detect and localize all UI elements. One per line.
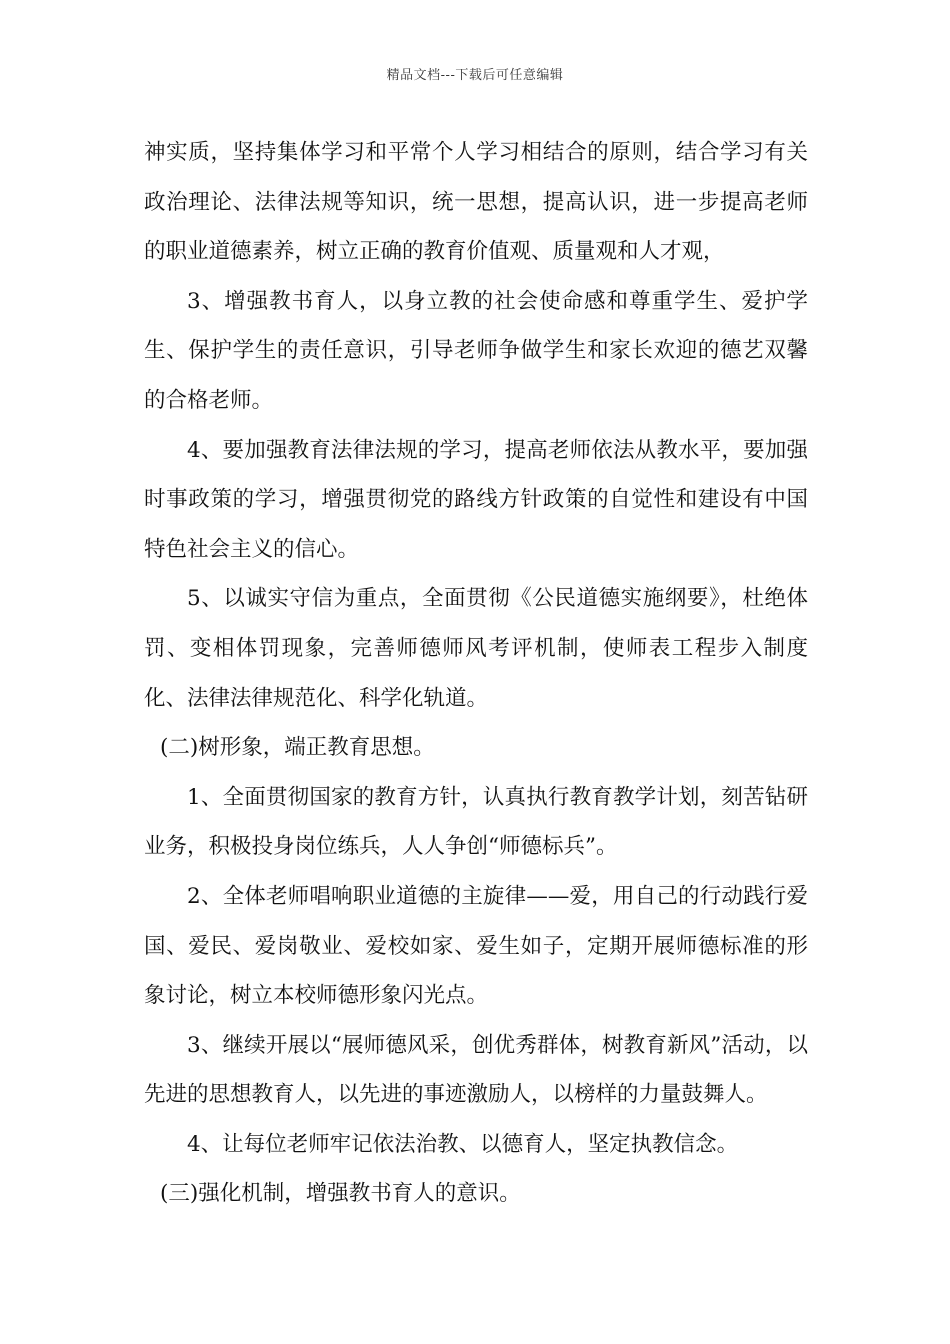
paragraph-item-4b: 4、让每位老师牢记依法治教、以德育人，坚定执教信念。 xyxy=(187,1131,739,1157)
paragraph-item-3: 3、增强教书育人，以身立教的社会使命感和尊重学生、爱护学生、保护学生的责任意识，引导老师争做学生和家长欢迎的德艺双馨的合格老师。 xyxy=(144,288,808,413)
paragraph-item-2: 2、全体老师唱响职业道德的主旋律——爱，用自己的行动践行爱国、爱民、爱岗敬业、爱校如家、爱生如子，定期开展师德标准的形象讨论，树立本校师德形象闪光点。 xyxy=(144,883,808,1009)
page-header: 精品文档---下载后可任意编辑 xyxy=(386,68,564,83)
paragraph-item-4: 4、要加强教育法律法规的学习，提高老师依法从教水平，要加强时事政策的学习，增强贯彻党的路线方针政策的自觉性和建设有中国特色社会主义的信心。 xyxy=(144,437,808,562)
section-heading-2: (二)树形象，端正教育思想。 xyxy=(160,735,435,761)
document-body xyxy=(144,128,808,1219)
paragraph-continuation: 神实质，坚持集体学习和平常个人学习相结合的原则，结合学习有关政治理论、法律法规等知识，统一思想，提高认识，进一步提高老师的职业道德素养，树立正确的教育价值观、质量观和人才观， xyxy=(144,140,808,265)
paragraph-item-5: 5、以诚实守信为重点，全面贯彻《公民道德实施纲要》，杜绝体罚、变相体罚现象，完善师德师风考评机制，使师表工程步入制度化、法律法律规范化、科学化轨道。 xyxy=(144,586,808,711)
paragraph-item-1: 1、全面贯彻国家的教育方针，认真执行教育教学计划，刻苦钻研业务，积极投身岗位练兵，人人争创“师德标兵”。 xyxy=(144,784,808,860)
section-heading-3: (三)强化机制，增强教书育人的意识。 xyxy=(160,1181,521,1207)
paragraph-item-3b: 3、继续开展以“展师德风采，创优秀群体，树教育新风”活动，以先进的思想教育人，以先进的事迹激励人，以榜样的力量鼓舞人。 xyxy=(144,1032,808,1108)
